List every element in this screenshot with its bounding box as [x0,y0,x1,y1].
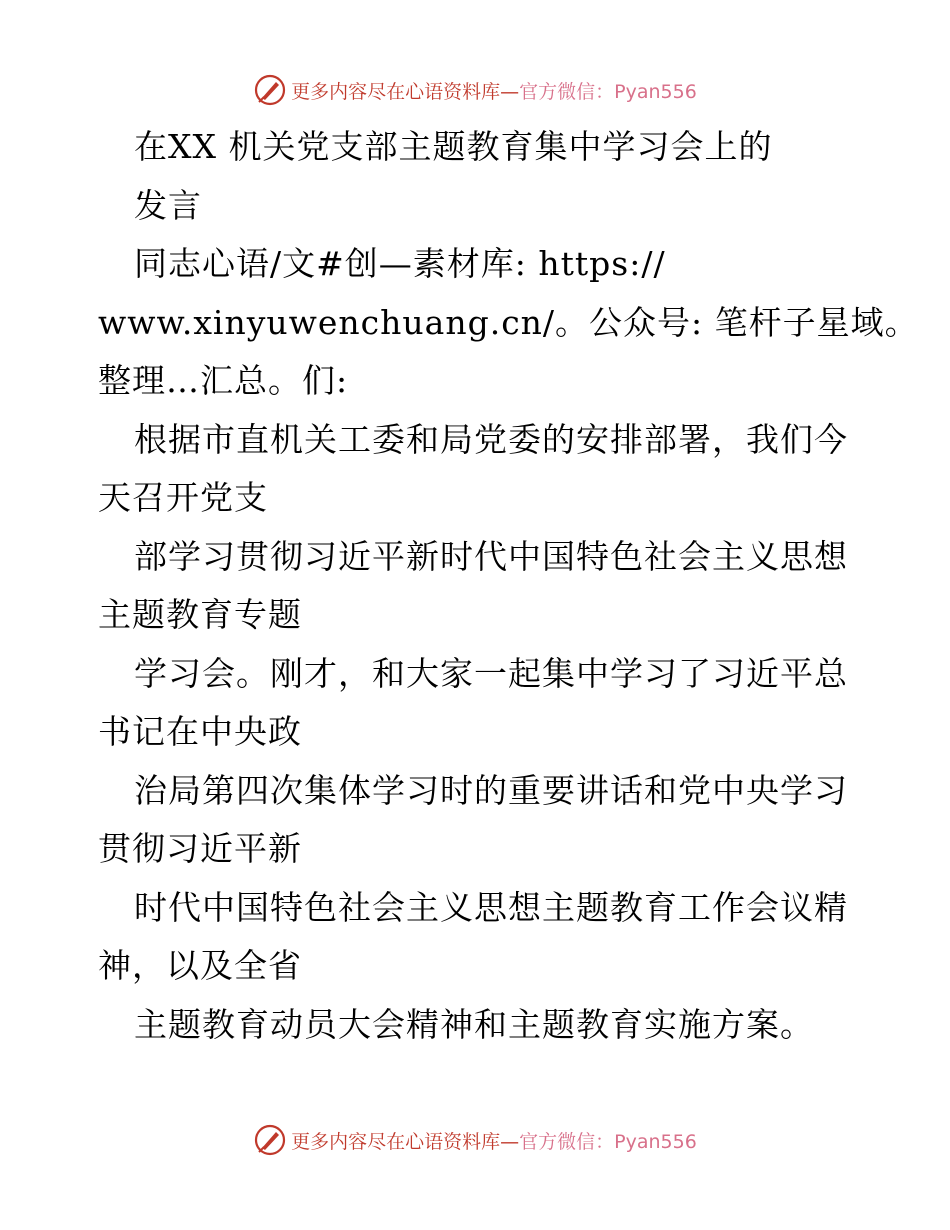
quill-pen-logo-icon [253,73,287,107]
paragraph-line: 书记在中央政 [98,712,302,751]
paragraph-line: 根据市直机关工委和局党委的安排部署，我们今 [134,419,848,459]
banner-main-text: 更多内容尽在心语资料库— [291,80,520,103]
paragraph-line: 治局第四次集体学习时的重要讲话和党中央学习 [134,770,848,810]
title-line-1: 在XX 机关党支部主题教育集中学习会上的 [134,127,773,166]
paragraph-line: 主题教育专题 [98,595,302,634]
paragraph-line: 主题教育动员大会精神和主题教育实施方案。 [134,1004,814,1044]
source-line-2: www.xinyuwenchuang.cn/。公众号: 笔杆子星域。 [98,302,919,342]
source-line-3: 整理…汇总。们: [98,361,349,400]
paragraph-line: 学习会。刚才，和大家一起集中学习了习近平总 [134,653,848,693]
header-banner [0,70,950,110]
paragraph-line: 神，以及全省 [98,946,302,985]
paragraph-line: 贯彻习近平新 [98,829,302,868]
document-body [98,118,919,1054]
paragraph-line: 部学习贯彻习近平新时代中国特色社会主义思想 [134,536,848,576]
footer-banner [0,1120,950,1160]
title-line-2: 发言 [134,185,202,225]
paragraph-line: 时代中国特色社会主义思想主题教育工作会议精 [134,887,848,927]
banner-wechat-text: 官方微信：Pyan556 [519,80,697,103]
banner-wechat-text: 官方微信：Pyan556 [519,1130,697,1153]
paragraph-line: 天召开党支 [98,478,268,517]
source-line-1: 同志心语/文#创—素材库: https:// [134,244,666,283]
banner-main-text: 更多内容尽在心语资料库— [291,1130,520,1153]
quill-pen-logo-icon [253,1123,287,1157]
